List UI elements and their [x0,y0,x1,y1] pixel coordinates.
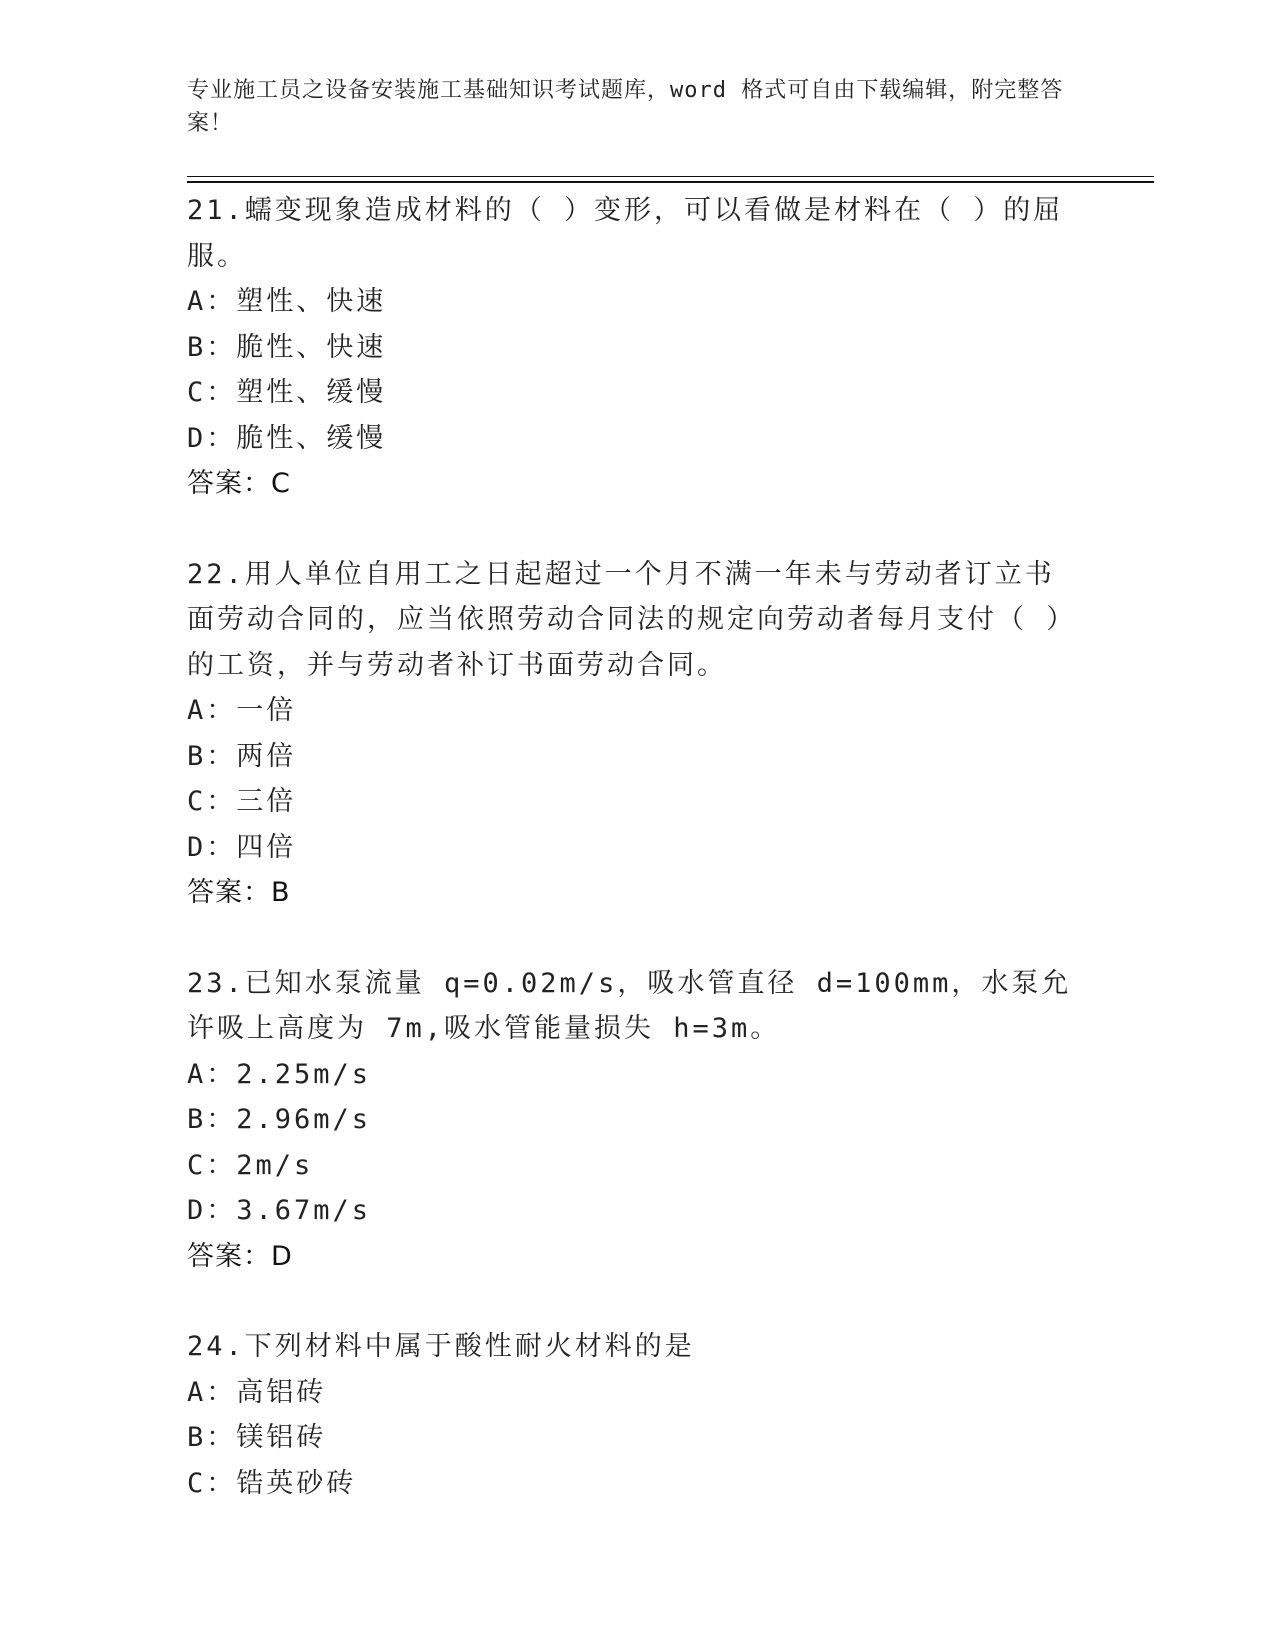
option-a: A：高铝砖 [187,1376,327,1408]
answer-line: 答案：B [187,877,291,908]
question-stem: 21.蠕变现象造成材料的（ ）变形，可以看做是材料在（ ）的屈服。 [187,195,1064,272]
question-stem: 22.用人单位自用工之日起超过一个月不满一年未与劳动者订立书面劳动合同的，应当依照劳动合同法的规定向劳动者每月支付（ ）的工资，并与劳动者补订书面劳动合同。 [187,558,1077,681]
option-c: C：2m/s [187,1149,314,1181]
question-list [187,188,1087,1506]
header-divider-thick [187,181,1154,183]
option-b: B：脆性、快速 [187,331,387,363]
option-list [187,688,1087,870]
option-a: A：2.25m/s [187,1058,372,1090]
option-list [187,1370,1087,1507]
option-b: B：2.96m/s [187,1104,372,1135]
option-a: A：一倍 [187,695,297,726]
header-note: 专业施工员之设备安装施工基础知识考试题库，word 格式可自由下载编辑，附完整答案！ [187,78,1064,136]
option-d: D：脆性、缓慢 [187,422,387,454]
option-b: B：镁铝砖 [187,1422,327,1453]
question-23 [187,961,1087,1280]
option-c: C：塑性、缓慢 [187,377,387,408]
option-b: B：两倍 [187,740,297,772]
answer-line: 答案：D [187,1240,293,1272]
option-list [187,279,1087,461]
option-d: D：3.67m/s [187,1195,372,1226]
question-22 [187,552,1087,916]
question-stem: 23.已知水泵流量 q=0.02m/s，吸水管直径 d=100mm，水泵允许吸上高度为 7m,吸水管能量损失 h=3m。 [187,967,1072,1044]
answer-line: 答案：C [187,468,291,499]
option-a: A：塑性、快速 [187,286,387,317]
question-stem: 24.下列材料中属于酸性耐火材料的是 [187,1331,695,1362]
option-c: C：三倍 [187,786,297,817]
option-c: C：锆英砂砖 [187,1467,357,1499]
option-d: D：四倍 [187,831,297,863]
option-list [187,1052,1087,1234]
question-24 [187,1324,1087,1506]
question-21 [187,188,1087,507]
header-divider-thin [187,176,1154,177]
